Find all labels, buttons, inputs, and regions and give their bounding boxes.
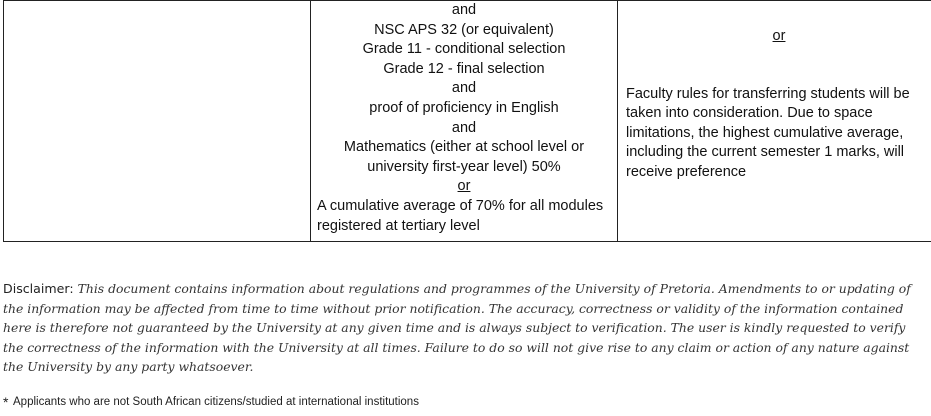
table-cell-empty bbox=[4, 1, 311, 242]
text-line: A cumulative average of 70% for all modules bbox=[317, 197, 604, 214]
disclaimer-label: Disclaimer: bbox=[3, 281, 74, 296]
footnote-text: Applicants who are not South African citizens/studied at international institutions bbox=[13, 396, 419, 408]
text-line: and bbox=[451, 80, 477, 97]
table-cell-transfer-rules bbox=[618, 1, 931, 242]
asterisk-icon: * bbox=[3, 394, 9, 410]
table-cell-requirements bbox=[311, 1, 618, 242]
text-line: and bbox=[451, 2, 477, 18]
text-line: proof of proficiency in English bbox=[369, 99, 559, 116]
requirements-table bbox=[3, 0, 931, 242]
or-line-wrap bbox=[626, 27, 931, 47]
text-line: Grade 12 - final selection bbox=[383, 60, 545, 77]
table-row bbox=[4, 1, 931, 242]
text-line: university first-year level) 50% bbox=[367, 158, 561, 175]
footnote bbox=[3, 394, 419, 410]
disclaimer bbox=[3, 279, 929, 377]
text-line: Grade 11 - conditional selection bbox=[362, 41, 566, 58]
text-line: and bbox=[451, 119, 477, 136]
or-separator: or bbox=[457, 178, 471, 195]
transfer-rules-text: Faculty rules for transferring students will be taken into consideration. Due to space limitations, the highest cumulative average, including the current semester 1 marks, will receive preference bbox=[626, 85, 910, 180]
text-line: registered at tertiary level bbox=[317, 217, 480, 234]
disclaimer-text: This document contains information about regulations and programmes of the University of Pretoria. Amendments to or updating of the information may be affected from time to time without prior notification. The accuracy, correctness or validity of the information contained here is therefore not guaranteed by the University at any given time and is always subject to verification. The user is kindly requested to verify the correctness of the information with the University at all times. Failure to do so will not give rise to any claim or action of any nature against the University by any party whatsoever. bbox=[3, 281, 911, 375]
or-separator: or bbox=[772, 28, 786, 44]
text-line: NSC APS 32 (or equivalent) bbox=[374, 21, 554, 38]
text-line: Mathematics (either at school level or bbox=[343, 139, 585, 156]
